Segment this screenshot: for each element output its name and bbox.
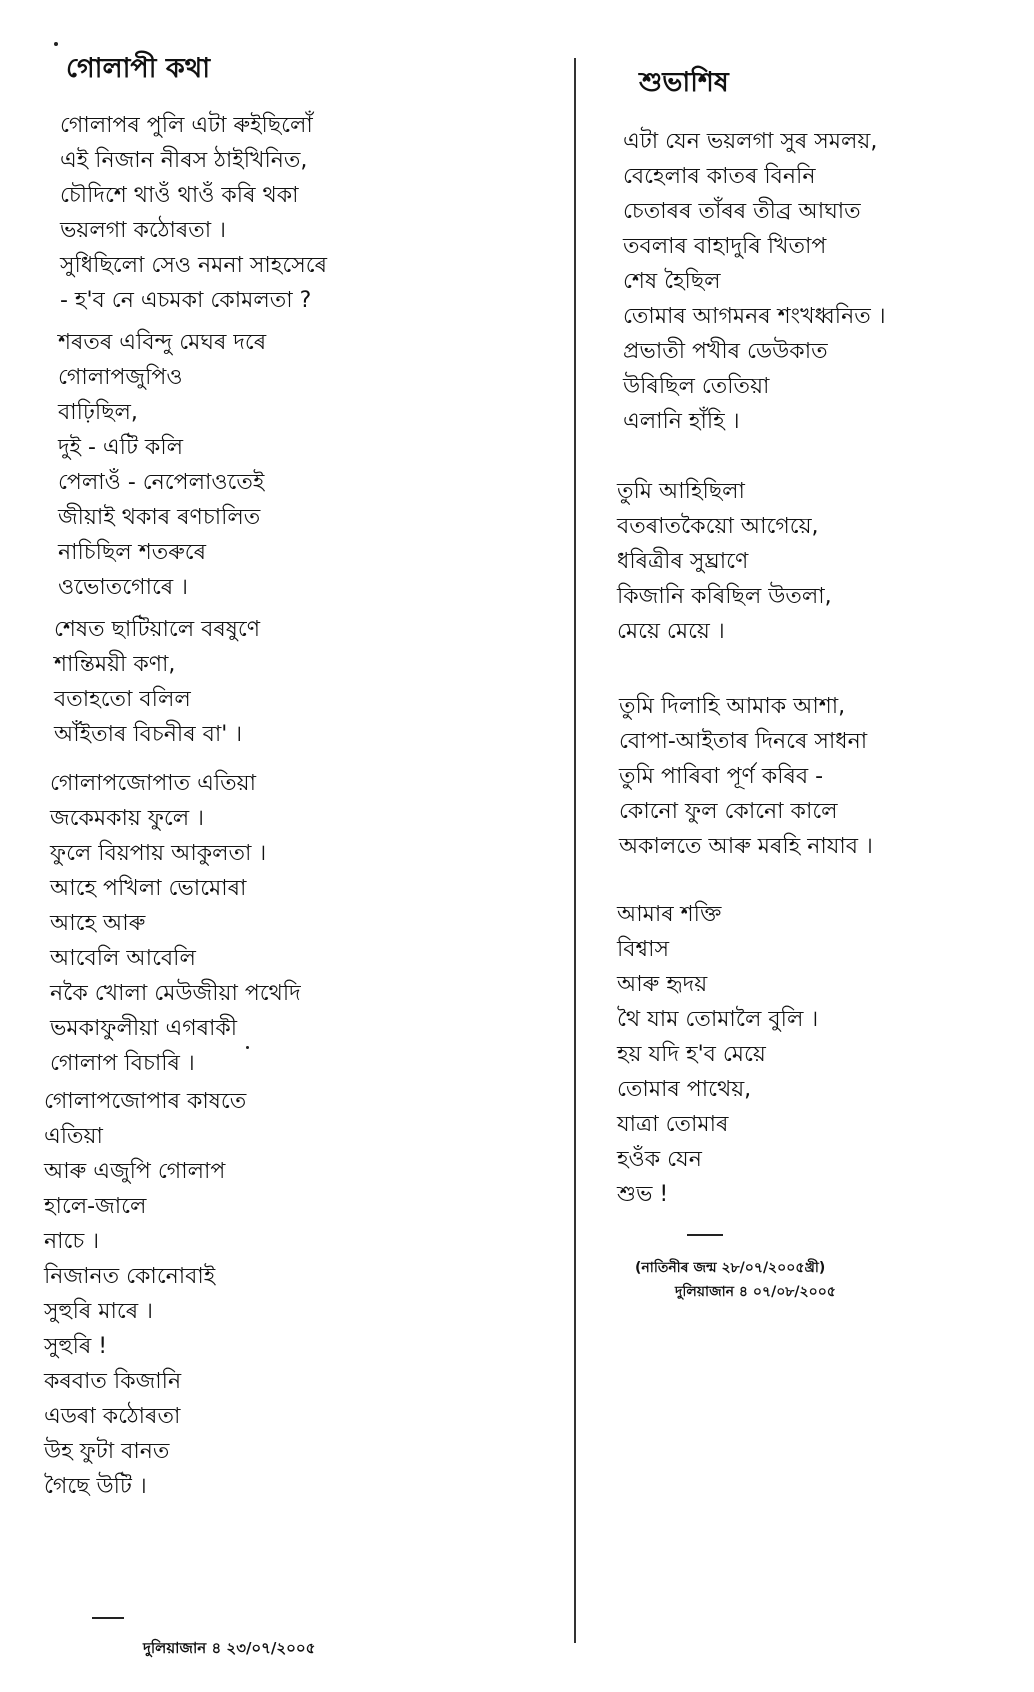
poem-line: জীয়াই থকাৰ ৰণচালিত [58, 505, 261, 530]
poem1-stanza-3 [54, 612, 260, 752]
poem-line: ধৰিত্ৰীৰ সুঘ্ৰাণে [617, 549, 749, 574]
poem-line: উহ ফুটা বানত [44, 1439, 170, 1464]
poem1-stanza-4 [50, 766, 301, 1081]
poem-line: গোলাপৰ পুলি এটা ৰুইছিলোঁ [60, 113, 313, 138]
ink-speck [54, 42, 58, 46]
column-divider [574, 58, 576, 1643]
poem-line: চেতাৰৰ তাঁৰৰ তীব্ৰ আঘাত [623, 199, 861, 224]
poem-line: ফুলে বিয়পায় আকুলতা । [50, 841, 267, 866]
poem-line: যাত্ৰা তোমাৰ [617, 1112, 729, 1137]
separator-dash [92, 1617, 124, 1619]
poem-line: তুমি আহিছিলা [617, 479, 745, 504]
poem-line: আবেলি আবেলি [50, 946, 196, 971]
poem-line: তোমাৰ আগমনৰ শংখধ্বনিত । [623, 304, 886, 329]
poem-line: আঁইতাৰ বিচনীৰ বা' । [54, 722, 243, 747]
poem-line: বোপা-আইতাৰ দিনৰে সাধনা [619, 729, 868, 754]
poem-line: - হ'ব নে এচমকা কোমলতা ? [60, 288, 312, 313]
poem1-stanza-1 [60, 108, 327, 318]
poem-line: গোলাপজোপাত এতিয়া [50, 771, 257, 796]
separator-dash [687, 1234, 723, 1236]
poem-line: তোমাৰ পাথেয়, [617, 1077, 752, 1102]
poem-line: আৰু হৃদয় [617, 972, 708, 997]
poem-line: গোলাপজোপাৰ কাষতে [44, 1089, 247, 1114]
poem-line: বেহেলাৰ কাতৰ বিননি [623, 164, 816, 189]
poem-line: এটা যেন ভয়লগা সুৰ সমলয়, [623, 129, 878, 154]
poem-line: নিজানত কোনোবাই [44, 1264, 216, 1289]
ink-speck [246, 1046, 249, 1049]
poem2-stanza-3 [619, 689, 873, 864]
poem-line: হালে-জালে [44, 1194, 147, 1219]
poem1-stanza-2 [58, 325, 266, 605]
poem-line: এতিয়া [44, 1124, 103, 1149]
poem2-place-date: দুলিয়াজান ৪ ০৭/০৮/২০০৫ [675, 1284, 836, 1300]
poem-line: বতৰাতকৈয়ো আগেয়ে, [617, 514, 819, 539]
poem-line: তুমি পাৰিবা পূৰ্ণ কৰিব - [619, 764, 824, 789]
poem2-stanza-2 [617, 474, 832, 649]
poem-line: কিজানি কৰিছিল উতলা, [617, 584, 832, 609]
poem-line: শেষত ছাটিয়ালে বৰষুণে [54, 617, 261, 642]
poem-line: ভমকাফুলীয়া এগৰাকী [50, 1016, 238, 1041]
poem-line: থৈ যাম তোমালৈ বুলি । [617, 1007, 819, 1032]
poem-line: সুহুৰি মাৰে । [44, 1299, 153, 1324]
poem-line: এডৰা কঠোৰতা [44, 1404, 181, 1429]
poem2-stanza-4 [617, 897, 818, 1212]
poem1-place-date: দুলিয়াজান ৪ ২৩/০৭/২০০৫ [143, 1639, 316, 1657]
poem-line: অকালতে আৰু মৰহি নাযাব । [619, 834, 873, 859]
poem-title-golapi-katha: গোলাপী কথা [66, 53, 211, 84]
poem-line: প্ৰভাতী পখীৰ ডেউকাত [623, 339, 828, 364]
poem-line: আৰু এজুপি গোলাপ [44, 1159, 226, 1184]
poem-title-shubhashish: শুভাশিষ [639, 67, 729, 98]
poem-line: সুহুৰি ! [44, 1334, 108, 1359]
poem-line: গৈছে উটি । [44, 1474, 147, 1499]
poem-line: বাঢ়িছিল, [58, 400, 138, 425]
poem-line: গোলাপজুপিও [58, 365, 183, 390]
poem-line: জকেমকায় ফুলে । [50, 806, 205, 831]
poem-line: সুধিছিলো সেও নমনা সাহসেৰে [60, 253, 327, 278]
poem-line: পেলাওঁ - নেপেলাওতেই [58, 470, 265, 495]
poem2-stanza-1 [623, 124, 886, 439]
poem-line: নকৈ খোলা মেউজীয়া পথেদি [50, 981, 301, 1006]
poem-line: কৰবাত কিজানি [44, 1369, 182, 1394]
poem-line: হওঁক যেন [617, 1147, 702, 1172]
poem-line: আহে পখিলা ভোমোৰা [50, 876, 247, 901]
poem-line: চৌদিশে থাওঁ থাওঁ কৰি থকা [60, 183, 299, 208]
poem-line: গোলাপ বিচাৰি । [50, 1051, 195, 1076]
poem-line: ভয়লগা কঠোৰতা । [60, 218, 227, 243]
poem-line: শেষ হৈছিল [623, 269, 721, 294]
poem-line: দুই - এটি কলি [58, 435, 184, 460]
poem-line: কোনো ফুল কোনো কালে [619, 799, 838, 824]
poem-line: নাচিছিল শতৰুৰে [58, 540, 207, 565]
poem-line: আমাৰ শক্তি [617, 902, 722, 927]
poem-line: বতাহতো বলিল [54, 687, 191, 712]
poem-line: উৰিছিল তেতিয়া [623, 374, 770, 399]
poem-line: ওভোতগোৰে । [58, 575, 189, 600]
poem-line: মেয়ে মেয়ে । [617, 619, 725, 644]
poem-line: তবলাৰ বাহাদুৰি খিতাপ [623, 234, 827, 259]
poem-line: শুভ ! [617, 1182, 669, 1207]
poem-line: তুমি দিলাহি আমাক আশা, [619, 694, 846, 719]
poem-line: নাচে । [44, 1229, 100, 1254]
poem-line: শান্তিময়ী কণা, [54, 652, 176, 677]
poem-line: হয় যদি হ'ব মেয়ে [617, 1042, 766, 1067]
poem2-birth-note: (নাতিনীৰ জন্ম ২৮/০৭/২০০৫খ্ৰী) [635, 1260, 826, 1276]
poem1-stanza-5 [44, 1084, 246, 1504]
poem-line: বিশ্বাস [617, 937, 670, 962]
poem-line: শৰতৰ এবিন্দু মেঘৰ দৰে [58, 330, 267, 355]
poem-line: এই নিজান নীৰস ঠাইখিনিত, [60, 148, 308, 173]
poem-line: আহে আৰু [50, 911, 146, 936]
poem-line: এলানি হাঁহি । [623, 409, 740, 434]
